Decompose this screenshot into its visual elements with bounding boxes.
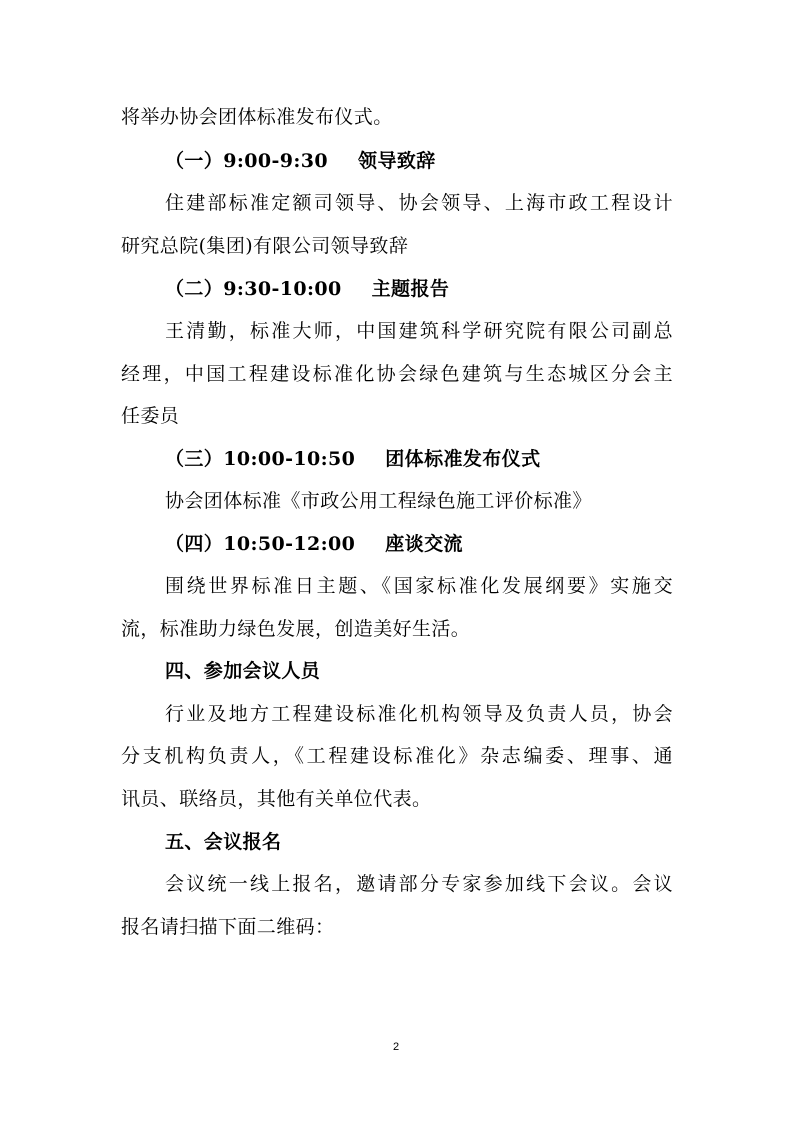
agenda-time: （四）10:50-12:00 [165,533,356,555]
page-number: 2 [392,1041,400,1053]
body-text-line: 分支机构负责人，《工程建设标准化》杂志编委、理事、通 [121,745,673,767]
agenda-title: 主题报告 [371,278,450,300]
agenda-item-1 [165,147,436,175]
body-text-line: 流，标准助力绿色发展，创造美好生活。 [121,618,471,640]
body-text-line: 报名请扫描下面二维码： [121,916,335,938]
body-text-line: 行业及地方工程建设标准化机构领导及负责人员，协会 [165,703,673,725]
section-heading: 四、参加会议人员 [165,660,321,682]
agenda-time: （一）9:00-9:30 [165,150,329,172]
body-text-line: 围绕世界标准日主题、《国家标准化发展纲要》实施交 [165,575,673,597]
body-text-line: 经理，中国工程建设标准化协会绿色建筑与生态城区分会主 [121,363,673,385]
agenda-item-3 [165,445,540,473]
body-text-line: 研究总院(集团)有限公司领导致辞 [121,235,409,257]
body-text-line: 讯员、联络员，其他有关单位代表。 [121,788,432,810]
body-text-line: 协会团体标准《市政公用工程绿色施工评价标准》 [165,490,592,512]
agenda-time: （二）9:30-10:00 [165,278,342,300]
agenda-title: 领导致辞 [358,150,436,172]
body-text-line: 任委员 [121,405,180,427]
body-text-line: 住建部标准定额司领导、协会领导、上海市政工程设计 [165,192,673,214]
agenda-title: 座谈交流 [385,533,463,555]
body-text-line: 王清勤，标准大师，中国建筑科学研究院有限公司副总 [165,320,673,342]
agenda-item-2 [165,275,449,303]
agenda-item-4 [165,530,463,558]
agenda-title: 团体标准发布仪式 [385,448,541,470]
section-heading: 五、会议报名 [165,831,282,853]
body-text-line: 将举办协会团体标准发布仪式。 [121,106,393,128]
agenda-time: （三）10:00-10:50 [165,448,356,470]
body-text-line: 会议统一线上报名，邀请部分专家参加线下会议。会议 [165,873,673,895]
